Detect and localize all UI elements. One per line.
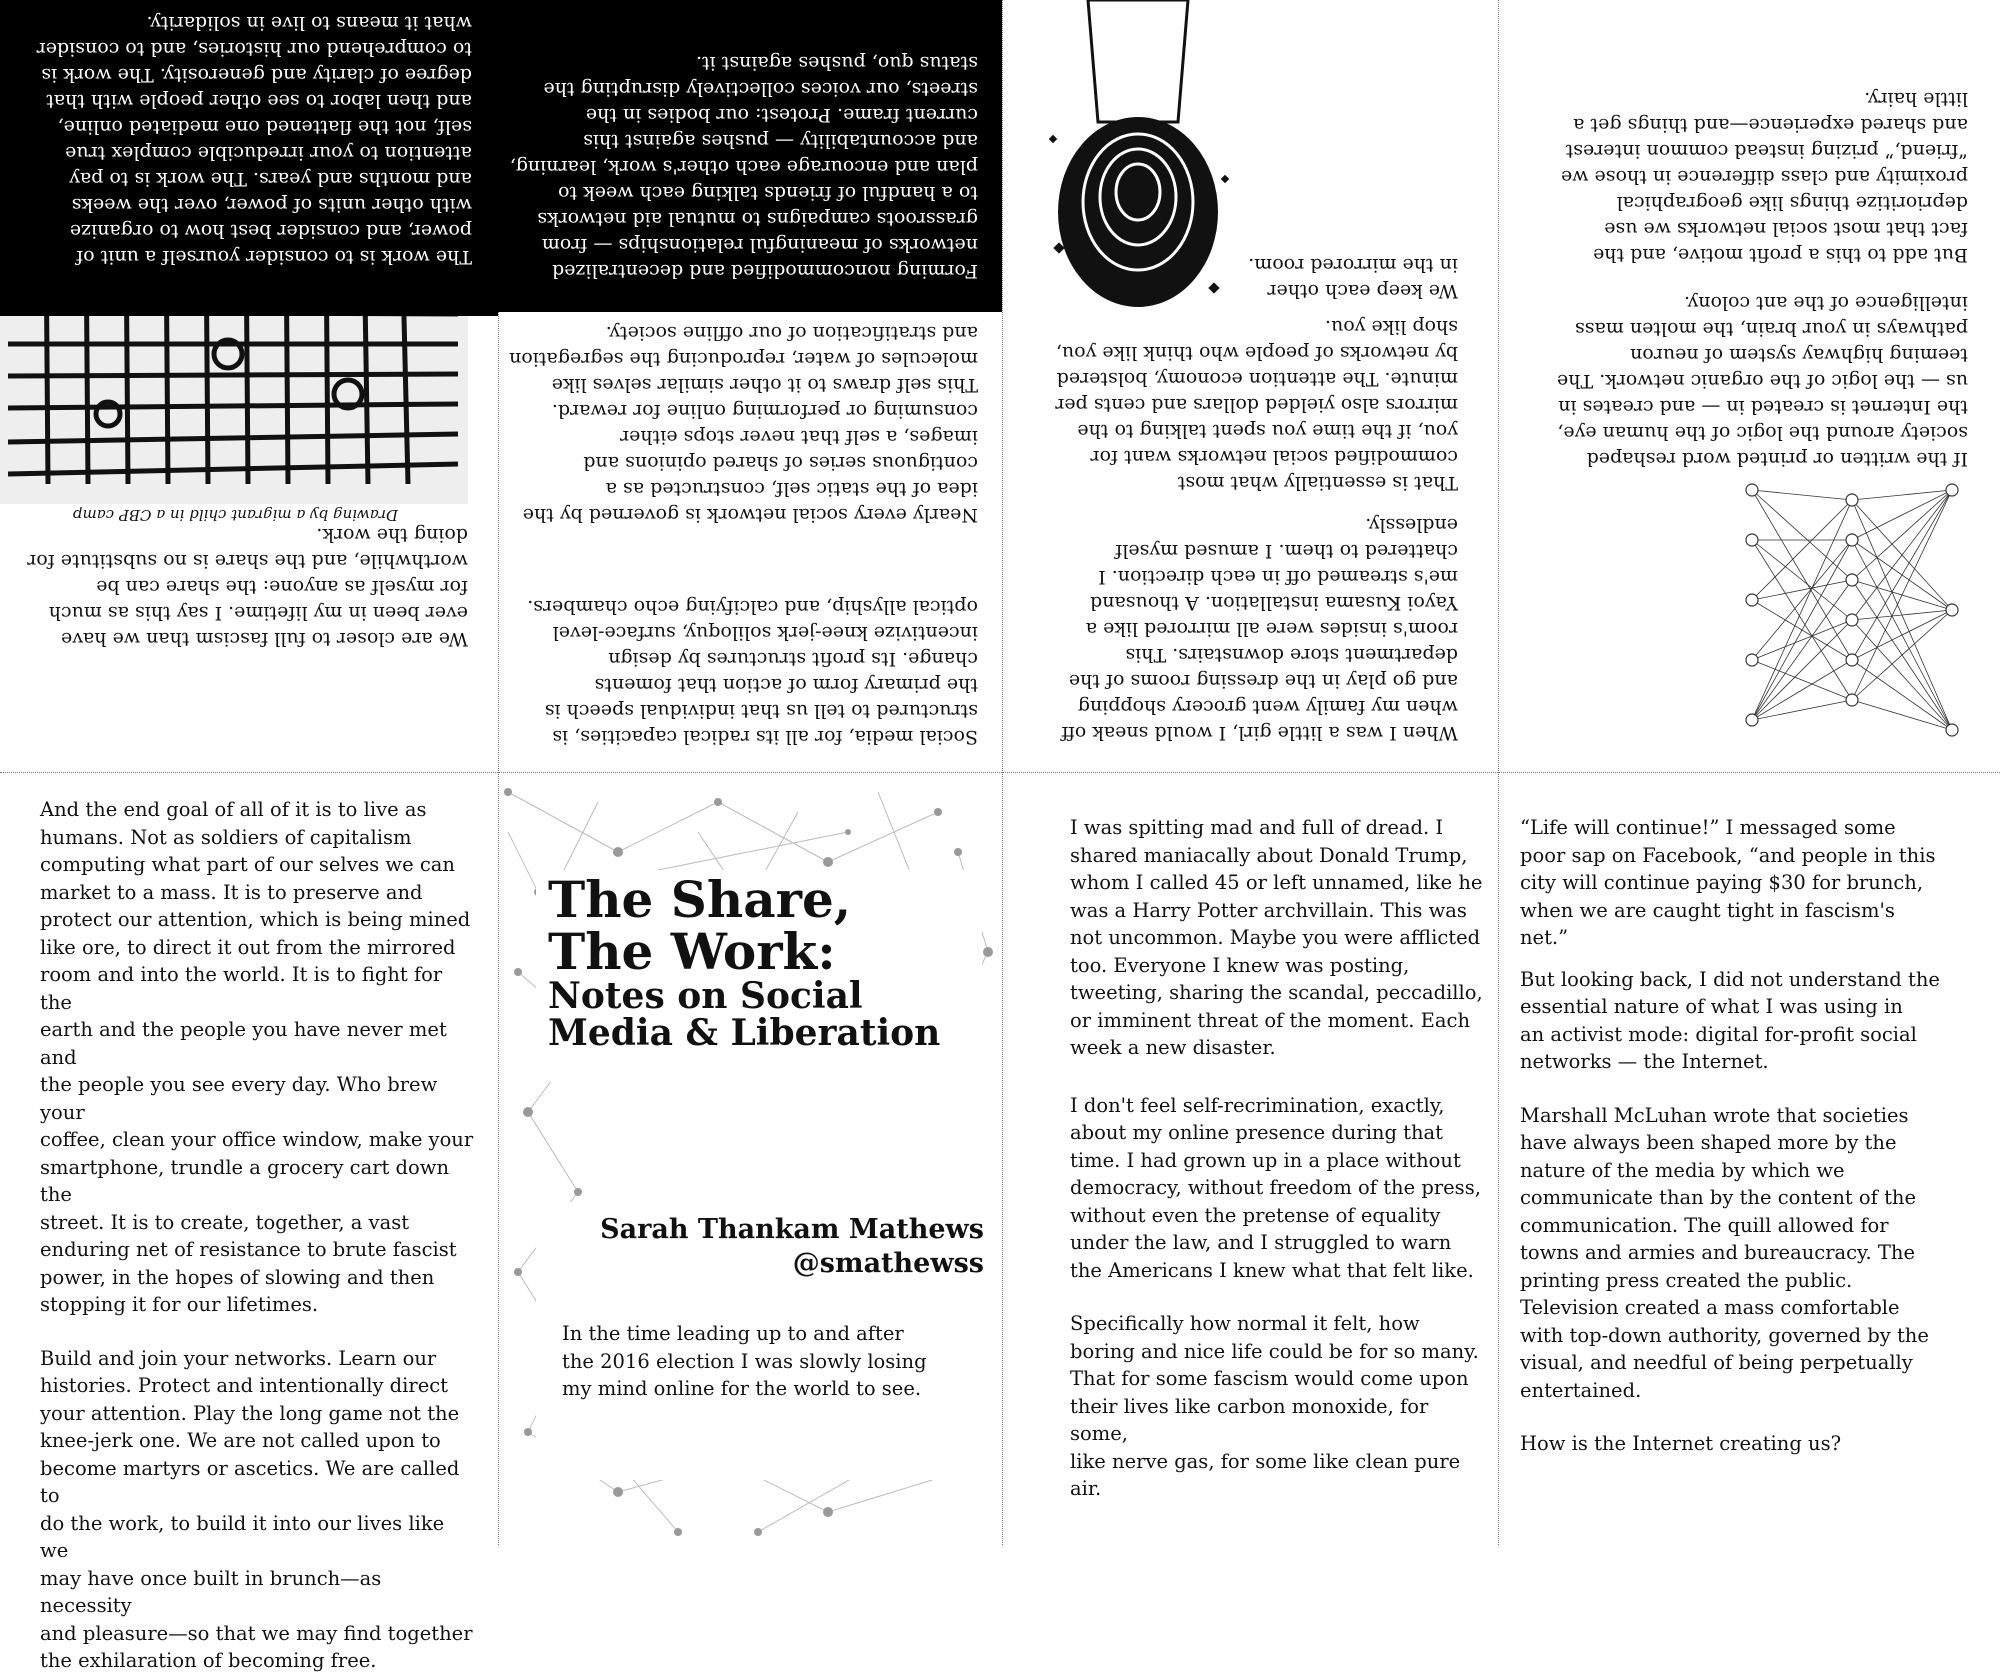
cover-author-handle: @smathewss (792, 1248, 984, 1280)
panel-cover (498, 772, 1002, 1545)
cover-subtitle-line-1: Notes on Social (548, 975, 863, 1017)
cover-title-line-1: The Share, (548, 870, 852, 929)
cover-author-box (536, 1202, 1002, 1480)
drawing-caption: Drawing by a migrant child in a CBP camp (72, 506, 398, 524)
top-col4-paragraph-2: But add to this a profit motive, and the fact that most social networks we use deprioritize things like geographical proximity and class difference in those we “friend,” prizing instead common interest and shared experience—and things get a little hairy. (1560, 88, 1968, 266)
top-col2-paragraph-2: Nearly every social network is governed by the idea of the static self, constructed as a contiguous series of shared opinions and images, a self that never stops either consuming or performing online for reward. This self draws to it other similar selves like molecules of water, reproducing the segregation and stratification of our offline society. (509, 322, 978, 526)
panel-bottom-col3 (1002, 772, 1498, 1545)
top-col2-paragraph-1: Social media, for all its radical capacities, is structured to tell us that individual speech is the primary form of action that foments change. Its profit structures by design incentivize knee-jerk soliloquy, surface-level optical allyship, and calcifying echo chambers. (527, 596, 978, 748)
bottom-col1-paragraph-2: Build and join your networks. Learn our histories. Protect and intentionally direct your attention. Play the long game not the knee-jerk one. We are not called upon to become martyrs or ascetics. We are called to do the work, to build it into our lives like we may have once built in brunch—as necessity and pleasure—so that we may find together the exhilaration of becoming free. (40, 1346, 473, 1672)
top-col3-paragraph-1: When I was a little girl, I would sneak off when my family went grocery shopping and go play in the dressing rooms of the department store downstairs. This room's insides were all mirrored like a Yayoi Kusama installation. A thousand me's streamed off in each direction. I chattered to them. I amused myself endlessly. (1061, 514, 1458, 744)
cover-title-line-2: The Work: (548, 922, 836, 981)
bottom-col3-paragraph-2: I don't feel self-recrimination, exactly, about my online presence during that time. I had grown up in a place without democracy, without freedom of the press, without even the pretense of equality under the law, and I struggled to warn the Americans I knew what that felt like. (1070, 1093, 1481, 1282)
panel-top-col3 (1002, 0, 1498, 772)
top-col1-black-paragraph: The work is to consider yourself a unit of power, and consider best how to organize with other units of power, over the weeks and months and years. The work is to pay attention to your irreducible complex true self, not the flattened one mediated online, and then labor to see other people with that degree of clarity and generosity. The work is to comprehend our histories, and to consider what it means to live in solidarity. (36, 12, 472, 268)
bottom-col4-paragraph-4: How is the Internet creating us? (1520, 1432, 1842, 1455)
bottom-col4-paragraph-2: But looking back, I did not understand the essential nature of what I was using in an activist mode: digital for-profit social networks — the Internet. (1520, 967, 1940, 1073)
cover-intro-text: In the time leading up to and after the 2016 election I was slowly losing my mind online for the world to see. (562, 1322, 927, 1401)
top-col4-paragraph-1: If the written or printed word reshaped society around the logic of the human eye, the Internet is created in — and creates in us — the logic of the organic network. The teeming highway system of neuron pathways in your brain, the molten mass intelligence of the ant colony. (1557, 292, 1968, 470)
top-col3-paragraph-2: That is essentially what most commodified social networks want for you, if the time you spent talking to the mirrors also yielded dollars and cents per minute. The attention economy, bolstered by networks of people who think like you, shop like you. (1055, 316, 1458, 494)
neural-network-diagram (1732, 470, 1972, 740)
panel-top-col1-blackbox-text (0, 0, 498, 316)
bottom-col1-paragraph-1: And the end goal of all of it is to live as humans. Not as soldiers of capitalism computing what part of our selves we can market to a mass. It is to preserve and protect our attention, which is being mined like ore, to direct it out from the mirrored room and into the world. It is to fight for the earth and the people you have never met and the people you see every day. Who brew your coffee, clean your office window, make your smartphone, trundle a grocery cart down the street. It is to create, together, a vast enduring net of resistance to brute fascist power, in the hopes of slowing and then stopping it for our lifetimes. (40, 798, 474, 1316)
panel-bottom-col1 (0, 772, 498, 1672)
top-col3-paragraph-3: We keep each other in the mirrored room. (1248, 254, 1458, 302)
cover-author-name: Sarah Thankam Mathews (600, 1214, 984, 1245)
bottom-col3-paragraph-1: I was spitting mad and full of dread. I shared maniacally about Donald Trump, whom I called 45 or left unnamed, like he was a Harry Potter archvillain. This was not uncommon. Maybe you were afflicted too. Everyone I knew was posting, tweeting, sharing the scandal, peccadillo, or imminent threat of the moment. Each week a new disaster. (1070, 816, 1483, 1059)
panel-top-col2 (498, 0, 1002, 772)
cover-subtitle-line-2: Media & Liberation (548, 1012, 941, 1055)
cover-title-box (536, 870, 982, 1082)
bottom-col4-paragraph-3: Marshall McLuhan wrote that societies have always been shaped more by the nature of the media by which we communicate than by the content of the communication. The quill allowed for towns and armies and bureaucracy. The printing press created the public. Television created a mass comfortable with top-down authority, governed by the visual, and needful of being perpetually entertained. (1520, 1103, 1929, 1402)
panel-top-col4 (1498, 0, 2000, 772)
panel-bottom-col4 (1498, 772, 2000, 1545)
mirror-figure-illustration (1038, 0, 1238, 332)
bottom-col3-paragraph-3: Specifically how normal it felt, how boring and nice life could be for so many. That for some fascism would come upon their lives like carbon monoxide, for some, like nerve gas, for some like clean pure air. (1070, 1312, 1479, 1500)
top-col2-black-paragraph: Forming noncommodified and decentralized networks of meaningful relationships — from grassroots campaigns to mutual aid networks to a handful of friends talking each week to plan and encourage each other's work, learning, and accountability — pushes against this current frame. Protest: our bodies in the streets, our voices collectively disrupting the status quo, pushes against it. (509, 52, 978, 282)
bottom-col4-paragraph-1: “Life will continue!” I messaged some poor sap on Facebook, “and people in this city will continue paying $30 for brunch, when we are caught tight in fascism's net.” (1520, 816, 1936, 949)
top-col1-text: We are closer to full fascism than we have ever been in my lifetime. I say this as much for myself as anyone: the share can be worthwhile, and the share is no substitute for doing the work. (27, 524, 468, 650)
